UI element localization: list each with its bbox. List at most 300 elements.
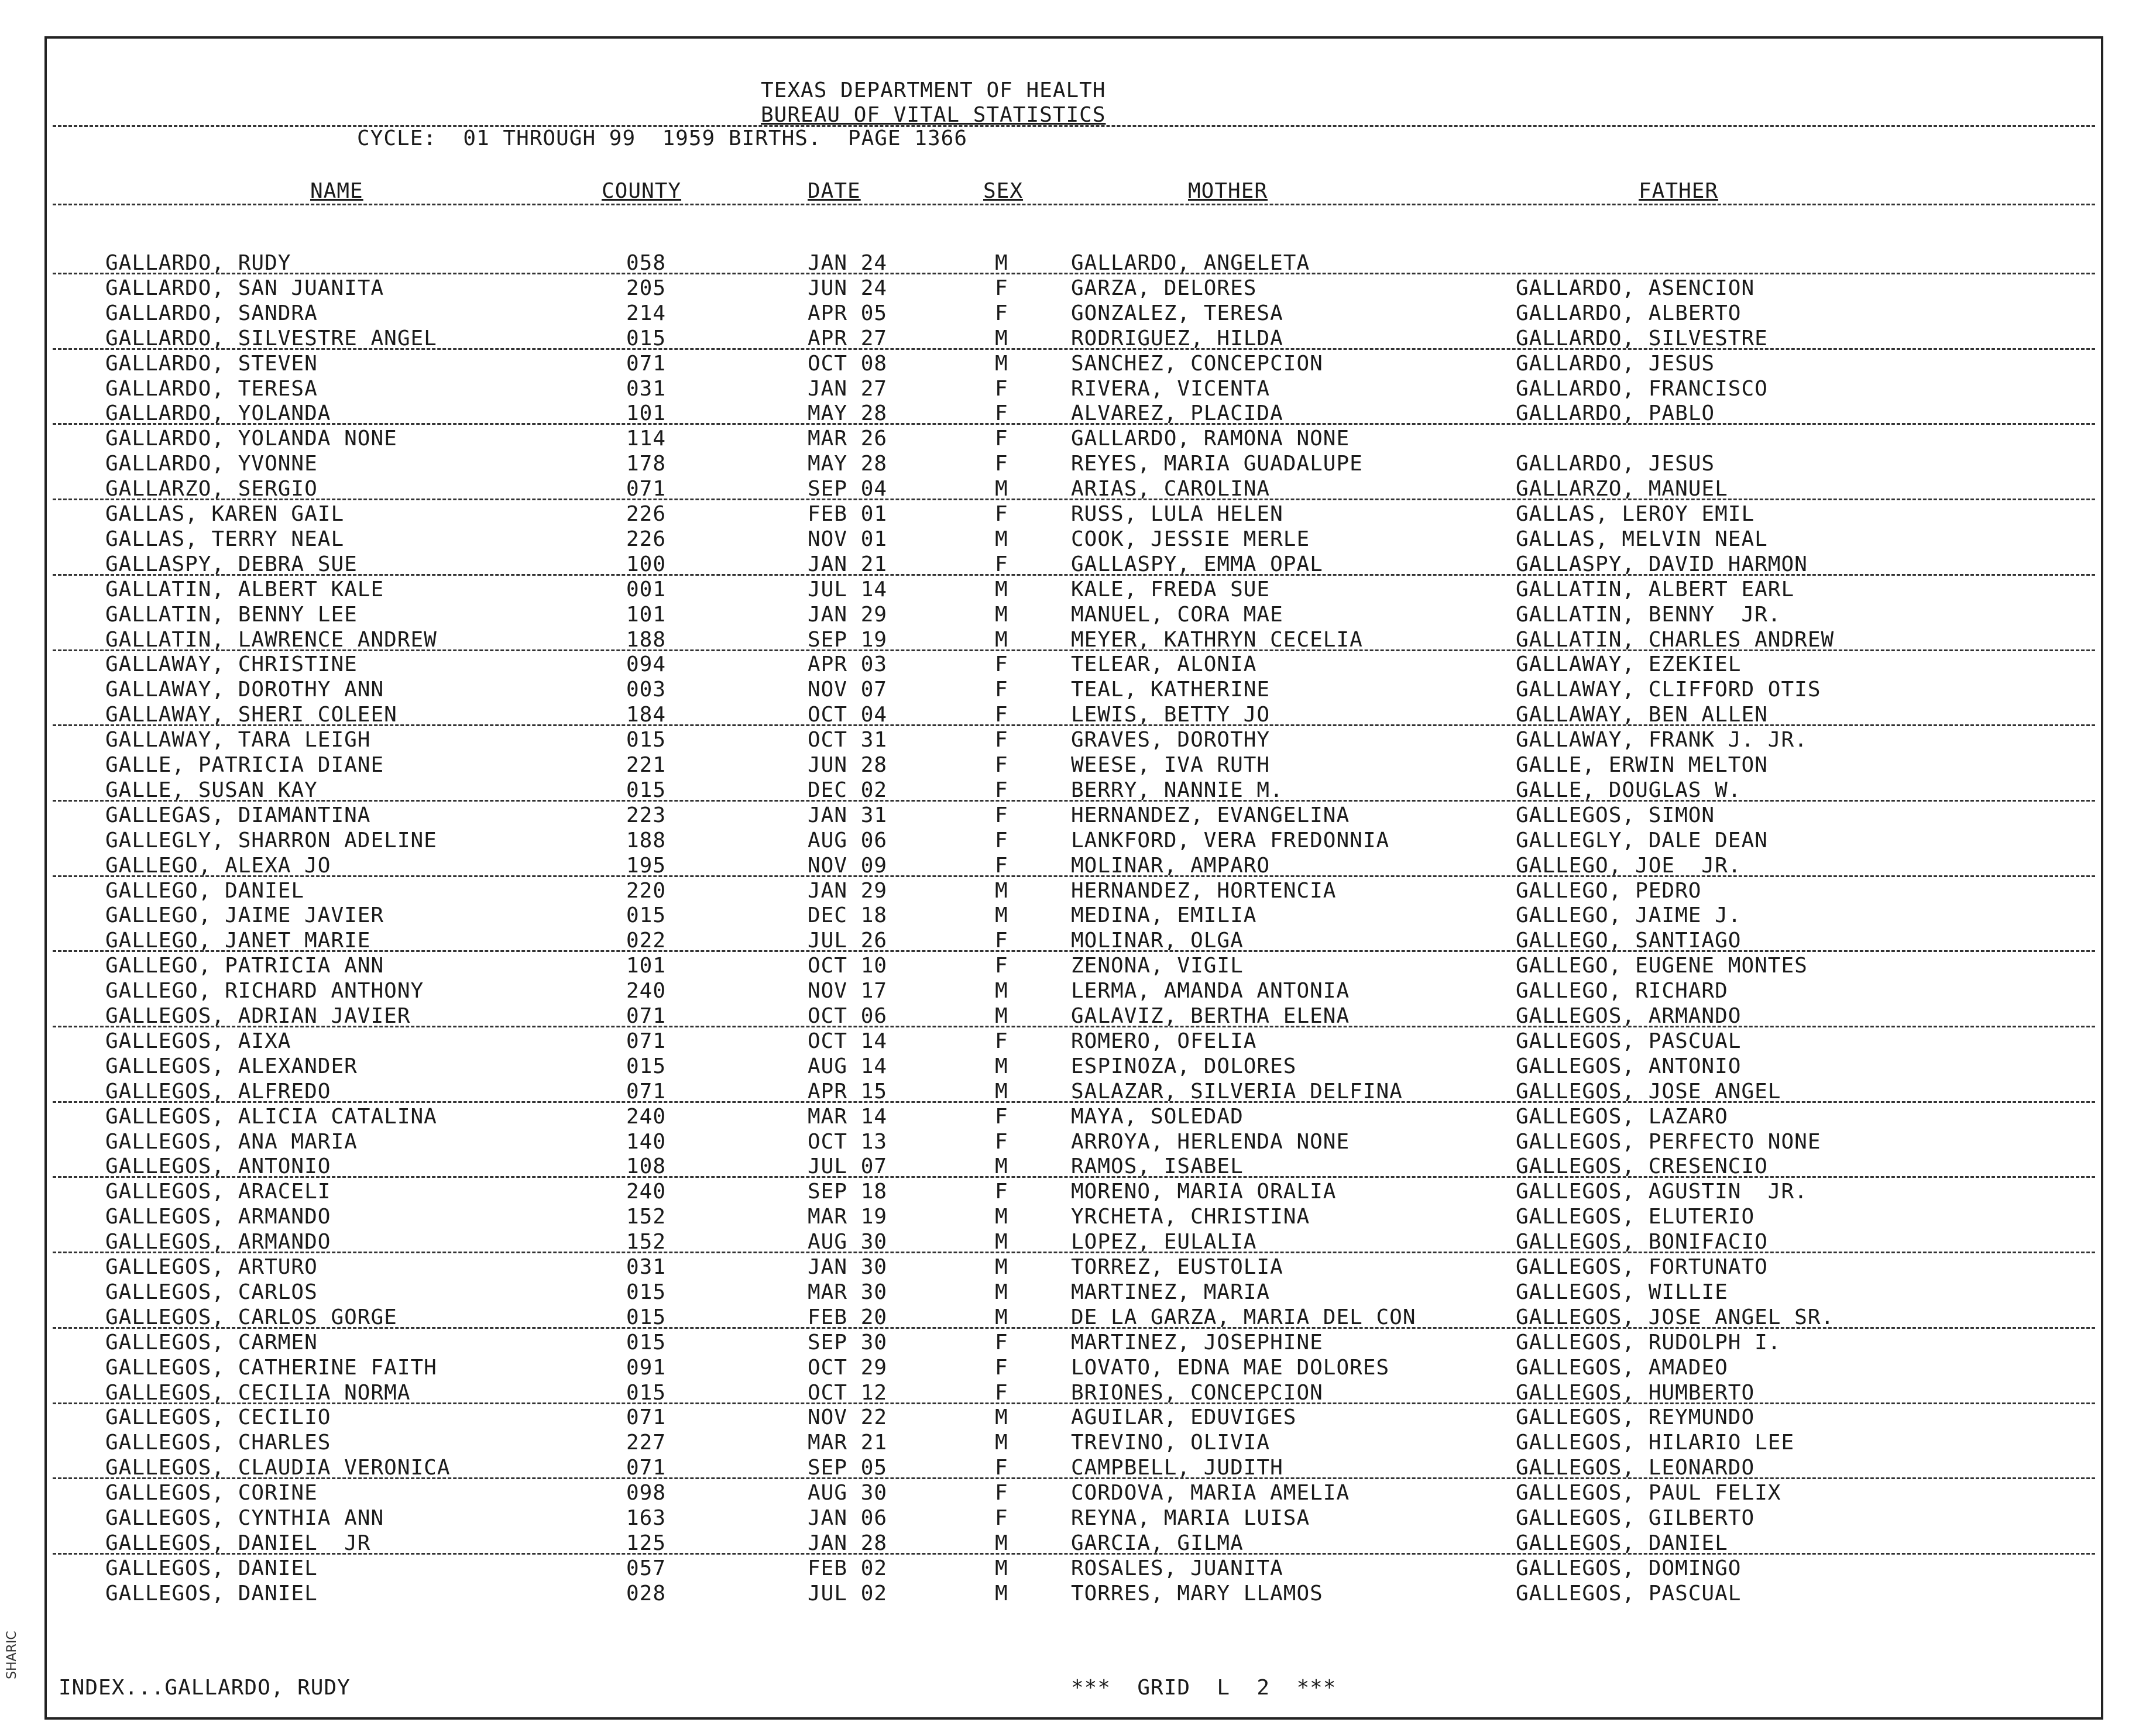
record-father: GALLEGOS, HUMBERTO xyxy=(1516,1380,1755,1405)
record-mother: DE LA GARZA, MARIA DEL CON xyxy=(1071,1305,1416,1329)
record-date: OCT 08 xyxy=(808,351,888,376)
record-name: GALLE, PATRICIA DIANE xyxy=(105,753,384,777)
record-sex: M xyxy=(995,1154,1008,1179)
record-sex: F xyxy=(995,753,1008,777)
record-county: 226 xyxy=(626,502,667,526)
record-name: GALLEGOS, CECILIA NORMA xyxy=(105,1380,411,1405)
record-county: 071 xyxy=(626,351,667,376)
record-county: 188 xyxy=(626,828,667,852)
record-date: MAR 19 xyxy=(808,1205,888,1229)
record-county: 015 xyxy=(626,728,667,752)
record-name: GALLEGOS, ADRIAN JAVIER xyxy=(105,1004,411,1028)
table-row xyxy=(47,1003,2101,1029)
record-sex: M xyxy=(995,251,1008,275)
table-row xyxy=(47,301,2101,326)
record-mother: CORDOVA, MARIA AMELIA xyxy=(1071,1481,1350,1505)
record-sex: F xyxy=(995,276,1008,300)
record-mother: SALAZAR, SILVERIA DELFINA xyxy=(1071,1079,1403,1104)
record-date: JAN 29 xyxy=(808,878,888,903)
record-father: GALLEGOS, LAZARO xyxy=(1516,1104,1728,1129)
record-sex: F xyxy=(995,401,1008,426)
record-name: GALLEGOS, ANA MARIA xyxy=(105,1129,358,1154)
record-mother: MOLINAR, OLGA xyxy=(1071,929,1244,953)
record-county: 015 xyxy=(626,326,667,350)
record-father: GALLEGOS, DANIEL xyxy=(1516,1531,1728,1555)
record-county: 015 xyxy=(626,778,667,802)
record-name: GALLEGOS, ALICIA CATALINA xyxy=(105,1104,437,1129)
record-sex: M xyxy=(995,1305,1008,1329)
record-name: GALLARDO, SANDRA xyxy=(105,301,318,325)
record-sex: F xyxy=(995,552,1008,576)
record-date: MAR 30 xyxy=(808,1280,888,1304)
record-date: JAN 27 xyxy=(808,376,888,401)
record-father: GALLEGLY, DALE DEAN xyxy=(1516,828,1768,852)
record-date: MAR 26 xyxy=(808,427,888,451)
record-sex: M xyxy=(995,1431,1008,1455)
record-date: MAR 14 xyxy=(808,1104,888,1129)
record-date: OCT 29 xyxy=(808,1355,888,1380)
record-father: GALLARDO, ALBERTO xyxy=(1516,301,1742,325)
table-row xyxy=(47,903,2101,928)
table-row xyxy=(47,828,2101,853)
record-mother: KALE, FREDA SUE xyxy=(1071,577,1271,601)
record-sex: M xyxy=(995,1405,1008,1430)
record-mother: RUSS, LULA HELEN xyxy=(1071,502,1283,526)
record-date: JAN 06 xyxy=(808,1506,888,1530)
record-date: APR 27 xyxy=(808,326,888,350)
table-row xyxy=(47,1480,2101,1505)
record-mother: MANUEL, CORA MAE xyxy=(1071,602,1283,627)
col-date-header: DATE xyxy=(808,179,861,203)
table-row xyxy=(47,552,2101,577)
record-county: 058 xyxy=(626,251,667,275)
record-name: GALLEGOS, ALEXANDER xyxy=(105,1054,358,1078)
record-father: GALLEGOS, PASCUAL xyxy=(1516,1029,1742,1053)
record-county: 114 xyxy=(626,427,667,451)
record-date: FEB 02 xyxy=(808,1556,888,1580)
record-name: GALLARDO, TERESA xyxy=(105,376,318,401)
table-row xyxy=(47,1154,2101,1179)
record-county: 140 xyxy=(626,1129,667,1154)
record-mother: GRAVES, DOROTHY xyxy=(1071,728,1271,752)
record-date: JUN 24 xyxy=(808,276,888,300)
record-date: FEB 20 xyxy=(808,1305,888,1329)
record-date: OCT 13 xyxy=(808,1129,888,1154)
record-name: GALLEGOS, AIXA xyxy=(105,1029,291,1053)
record-sex: M xyxy=(995,1004,1008,1028)
table-row xyxy=(47,978,2101,1003)
record-sex: F xyxy=(995,376,1008,401)
record-name: GALLATIN, ALBERT KALE xyxy=(105,577,384,601)
record-date: APR 03 xyxy=(808,652,888,677)
record-name: GALLARDO, SAN JUANITA xyxy=(105,276,384,300)
record-county: 094 xyxy=(626,652,667,677)
record-father: GALLEGOS, AGUSTIN JR. xyxy=(1516,1180,1808,1204)
record-mother: REYES, MARIA GUADALUPE xyxy=(1071,452,1363,476)
record-date: JAN 31 xyxy=(808,803,888,827)
record-county: 195 xyxy=(626,853,667,878)
record-sex: F xyxy=(995,301,1008,325)
record-date: FEB 01 xyxy=(808,502,888,526)
record-name: GALLEGOS, DANIEL JR xyxy=(105,1531,371,1555)
record-father: GALLAWAY, BEN ALLEN xyxy=(1516,703,1768,727)
table-row xyxy=(47,928,2101,953)
record-father: GALLATIN, BENNY JR. xyxy=(1516,602,1781,627)
record-father: GALLASPY, DAVID HARMON xyxy=(1516,552,1808,576)
record-mother: WEESE, IVA RUTH xyxy=(1071,753,1271,777)
record-father: GALLARDO, ASENCION xyxy=(1516,276,1755,300)
record-name: GALLEGO, ALEXA JO xyxy=(105,853,331,878)
record-name: GALLARZO, SERGIO xyxy=(105,477,318,501)
record-father: GALLEGOS, RUDOLPH I. xyxy=(1516,1330,1781,1355)
record-name: GALLEGOS, ARMANDO xyxy=(105,1205,331,1229)
table-row xyxy=(47,1254,2101,1280)
record-name: GALLARDO, RUDY xyxy=(105,251,291,275)
record-date: OCT 14 xyxy=(808,1029,888,1053)
record-date: NOV 01 xyxy=(808,527,888,551)
table-row xyxy=(47,376,2101,401)
record-sex: M xyxy=(995,903,1008,928)
table-row xyxy=(47,1581,2101,1606)
table-row xyxy=(47,1355,2101,1380)
table-row xyxy=(47,527,2101,552)
dept-title: TEXAS DEPARTMENT OF HEALTH xyxy=(761,78,1106,102)
table-row xyxy=(47,426,2101,451)
record-mother: LEWIS, BETTY JO xyxy=(1071,703,1271,727)
record-father: GALLAS, LEROY EMIL xyxy=(1516,502,1755,526)
record-father: GALLEGO, JOE JR. xyxy=(1516,853,1742,878)
record-mother: TREVINO, OLIVIA xyxy=(1071,1431,1271,1455)
record-sex: M xyxy=(995,1054,1008,1078)
table-row xyxy=(47,1204,2101,1229)
record-date: JUL 26 xyxy=(808,929,888,953)
record-sex: F xyxy=(995,502,1008,526)
record-mother: ARIAS, CAROLINA xyxy=(1071,477,1271,501)
record-county: 205 xyxy=(626,276,667,300)
table-row xyxy=(47,702,2101,727)
record-county: 152 xyxy=(626,1205,667,1229)
record-county: 178 xyxy=(626,452,667,476)
record-county: 071 xyxy=(626,1079,667,1104)
record-county: 240 xyxy=(626,979,667,1003)
record-county: 108 xyxy=(626,1154,667,1179)
record-date: MAR 21 xyxy=(808,1431,888,1455)
record-name: GALLAWAY, CHRISTINE xyxy=(105,652,358,677)
record-mother: REYNA, MARIA LUISA xyxy=(1071,1506,1310,1530)
record-date: AUG 30 xyxy=(808,1481,888,1505)
record-mother: GONZALEZ, TERESA xyxy=(1071,301,1283,325)
record-sex: F xyxy=(995,678,1008,702)
record-father: GALLEGOS, ELUTERIO xyxy=(1516,1205,1755,1229)
table-row xyxy=(47,1280,2101,1305)
record-sex: F xyxy=(995,1330,1008,1355)
record-father: GALLEGO, PEDRO xyxy=(1516,878,1702,903)
table-row xyxy=(47,1405,2101,1430)
record-father: GALLEGOS, DOMINGO xyxy=(1516,1556,1742,1580)
record-sex: F xyxy=(995,1180,1008,1204)
record-date: OCT 04 xyxy=(808,703,888,727)
record-name: GALLEGOS, CARMEN xyxy=(105,1330,318,1355)
table-row xyxy=(47,627,2101,652)
record-county: 214 xyxy=(626,301,667,325)
record-county: 003 xyxy=(626,678,667,702)
record-county: 125 xyxy=(626,1531,667,1555)
record-father: GALLARDO, PABLO xyxy=(1516,401,1715,426)
table-row xyxy=(47,602,2101,627)
record-sex: M xyxy=(995,326,1008,350)
record-date: JAN 24 xyxy=(808,251,888,275)
record-date: NOV 07 xyxy=(808,678,888,702)
col-mother-header: MOTHER xyxy=(1188,179,1268,203)
record-mother: YRCHETA, CHRISTINA xyxy=(1071,1205,1310,1229)
record-name: GALLATIN, BENNY LEE xyxy=(105,602,358,627)
table-row xyxy=(47,501,2101,527)
record-sex: F xyxy=(995,1029,1008,1053)
record-father: GALLATIN, ALBERT EARL xyxy=(1516,577,1795,601)
record-sex: M xyxy=(995,1255,1008,1279)
record-name: GALLEGOS, ALFREDO xyxy=(105,1079,331,1104)
table-row xyxy=(47,1430,2101,1455)
record-mother: ROSALES, JUANITA xyxy=(1071,1556,1283,1580)
record-mother: MAYA, SOLEDAD xyxy=(1071,1104,1244,1129)
record-mother: GALLASPY, EMMA OPAL xyxy=(1071,552,1323,576)
record-mother: MEDINA, EMILIA xyxy=(1071,903,1257,928)
record-mother: AGUILAR, EDUVIGES xyxy=(1071,1405,1297,1430)
record-county: 221 xyxy=(626,753,667,777)
record-date: SEP 18 xyxy=(808,1180,888,1204)
record-mother: ESPINOZA, DOLORES xyxy=(1071,1054,1297,1078)
col-sex-header: SEX xyxy=(983,179,1024,203)
record-sex: M xyxy=(995,878,1008,903)
record-father: GALLEGOS, ANTONIO xyxy=(1516,1054,1742,1078)
record-county: 031 xyxy=(626,376,667,401)
record-county: 015 xyxy=(626,1380,667,1405)
record-name: GALLEGOS, DANIEL xyxy=(105,1581,318,1606)
record-sex: F xyxy=(995,427,1008,451)
table-row xyxy=(47,1179,2101,1204)
table-row xyxy=(47,476,2101,501)
record-name: GALLAWAY, DOROTHY ANN xyxy=(105,678,384,702)
table-row xyxy=(47,727,2101,752)
record-name: GALLEGOS, CARLOS GORGE xyxy=(105,1305,397,1329)
record-father: GALLEGO, EUGENE MONTES xyxy=(1516,954,1808,978)
record-date: OCT 06 xyxy=(808,1004,888,1028)
record-county: 022 xyxy=(626,929,667,953)
record-county: 101 xyxy=(626,954,667,978)
record-sex: M xyxy=(995,351,1008,376)
record-mother: TORRES, MARY LLAMOS xyxy=(1071,1581,1323,1606)
table-row xyxy=(47,1330,2101,1355)
record-date: JUL 02 xyxy=(808,1581,888,1606)
record-county: 240 xyxy=(626,1104,667,1129)
record-name: GALLEGO, JAIME JAVIER xyxy=(105,903,384,928)
record-father: GALLEGOS, CRESENCIO xyxy=(1516,1154,1768,1179)
record-county: 015 xyxy=(626,1054,667,1078)
record-name: GALLEGOS, ANTONIO xyxy=(105,1154,331,1179)
table-row xyxy=(47,1380,2101,1405)
record-mother: LANKFORD, VERA FREDONNIA xyxy=(1071,828,1390,852)
record-county: 028 xyxy=(626,1581,667,1606)
record-date: JUN 28 xyxy=(808,753,888,777)
record-county: 101 xyxy=(626,602,667,627)
record-father: GALLATIN, CHARLES ANDREW xyxy=(1516,627,1835,652)
record-father: GALLAWAY, CLIFFORD OTIS xyxy=(1516,678,1821,702)
record-name: GALLEGO, RICHARD ANTHONY xyxy=(105,979,424,1003)
record-sex: F xyxy=(995,853,1008,878)
record-father: GALLEGOS, PERFECTO NONE xyxy=(1516,1129,1821,1154)
table-row xyxy=(47,677,2101,702)
record-sex: F xyxy=(995,778,1008,802)
record-sex: M xyxy=(995,1230,1008,1254)
table-row xyxy=(47,326,2101,351)
record-father: GALLAWAY, EZEKIEL xyxy=(1516,652,1742,677)
record-father: GALLEGOS, JOSE ANGEL SR. xyxy=(1516,1305,1835,1329)
record-county: 227 xyxy=(626,1431,667,1455)
record-name: GALLEGOS, ARTURO xyxy=(105,1255,318,1279)
record-sex: F xyxy=(995,1129,1008,1154)
grid-footer: *** GRID L 2 *** xyxy=(1071,1676,1337,1700)
record-mother: CAMPBELL, JUDITH xyxy=(1071,1456,1283,1480)
side-mark: SHARIC xyxy=(5,1631,19,1679)
record-mother: GALLARDO, ANGELETA xyxy=(1071,251,1310,275)
record-county: 100 xyxy=(626,552,667,576)
record-mother: SANCHEZ, CONCEPCION xyxy=(1071,351,1323,376)
record-county: 184 xyxy=(626,703,667,727)
record-date: NOV 17 xyxy=(808,979,888,1003)
table-row xyxy=(47,250,2101,276)
record-county: 015 xyxy=(626,1305,667,1329)
record-father: GALLEGO, JAIME J. xyxy=(1516,903,1742,928)
record-date: OCT 12 xyxy=(808,1380,888,1405)
table-row xyxy=(47,652,2101,677)
record-mother: GARZA, DELORES xyxy=(1071,276,1257,300)
table-row xyxy=(47,1129,2101,1154)
record-date: APR 05 xyxy=(808,301,888,325)
record-date: MAY 28 xyxy=(808,452,888,476)
record-mother: LOVATO, EDNA MAE DOLORES xyxy=(1071,1355,1390,1380)
record-sex: M xyxy=(995,627,1008,652)
col-county-header: COUNTY xyxy=(602,179,682,203)
record-date: SEP 05 xyxy=(808,1456,888,1480)
record-date: JAN 21 xyxy=(808,552,888,576)
table-row xyxy=(47,803,2101,828)
record-mother: LOPEZ, EULALIA xyxy=(1071,1230,1257,1254)
record-name: GALLARDO, SILVESTRE ANGEL xyxy=(105,326,437,350)
record-mother: GARCIA, GILMA xyxy=(1071,1531,1244,1555)
record-father: GALLEGOS, ARMANDO xyxy=(1516,1004,1742,1028)
record-mother: TELEAR, ALONIA xyxy=(1071,652,1257,677)
table-row xyxy=(47,1556,2101,1581)
record-county: 001 xyxy=(626,577,667,601)
table-row xyxy=(47,1229,2101,1254)
record-date: MAY 28 xyxy=(808,401,888,426)
record-county: 071 xyxy=(626,1029,667,1053)
record-father: GALLEGOS, GILBERTO xyxy=(1516,1506,1755,1530)
records-list xyxy=(47,39,2101,1717)
record-mother: TEAL, KATHERINE xyxy=(1071,678,1271,702)
record-sex: M xyxy=(995,527,1008,551)
table-row xyxy=(47,1054,2101,1079)
table-row xyxy=(47,778,2101,803)
record-sex: F xyxy=(995,652,1008,677)
record-father: GALLARZO, MANUEL xyxy=(1516,477,1728,501)
record-name: GALLAWAY, SHERI COLEEN xyxy=(105,703,397,727)
table-row xyxy=(47,878,2101,903)
record-date: OCT 10 xyxy=(808,954,888,978)
table-row xyxy=(47,953,2101,978)
record-father: GALLEGOS, WILLIE xyxy=(1516,1280,1728,1304)
record-sex: M xyxy=(995,577,1008,601)
record-county: 015 xyxy=(626,1280,667,1304)
table-row xyxy=(47,853,2101,878)
record-father: GALLEGOS, LEONARDO xyxy=(1516,1456,1755,1480)
record-name: GALLEGOS, CHARLES xyxy=(105,1431,331,1455)
record-sex: M xyxy=(995,1280,1008,1304)
record-father: GALLE, DOUGLAS W. xyxy=(1516,778,1742,802)
record-county: 091 xyxy=(626,1355,667,1380)
col-father-header: FATHER xyxy=(1639,179,1719,203)
record-father: GALLEGOS, BONIFACIO xyxy=(1516,1230,1768,1254)
record-name: GALLATIN, LAWRENCE ANDREW xyxy=(105,627,437,652)
record-sex: F xyxy=(995,1355,1008,1380)
record-sex: F xyxy=(995,452,1008,476)
record-county: 220 xyxy=(626,878,667,903)
record-county: 071 xyxy=(626,1456,667,1480)
record-father: GALLARDO, JESUS xyxy=(1516,351,1715,376)
record-date: JAN 30 xyxy=(808,1255,888,1279)
record-father: GALLEGOS, HILARIO LEE xyxy=(1516,1431,1795,1455)
record-date: AUG 06 xyxy=(808,828,888,852)
record-father: GALLAWAY, FRANK J. JR. xyxy=(1516,728,1808,752)
table-row xyxy=(47,401,2101,426)
record-name: GALLEGO, DANIEL xyxy=(105,878,305,903)
table-row xyxy=(47,276,2101,301)
record-sex: F xyxy=(995,803,1008,827)
record-name: GALLARDO, YVONNE xyxy=(105,452,318,476)
record-county: 152 xyxy=(626,1230,667,1254)
table-row xyxy=(47,1305,2101,1330)
record-date: JAN 29 xyxy=(808,602,888,627)
record-date: NOV 22 xyxy=(808,1405,888,1430)
record-date: OCT 31 xyxy=(808,728,888,752)
record-date: SEP 04 xyxy=(808,477,888,501)
cycle-line: CYCLE: 01 THROUGH 99 1959 BIRTHS. PAGE 1366 xyxy=(357,126,967,150)
record-father: GALLEGOS, FORTUNATO xyxy=(1516,1255,1768,1279)
record-father: GALLEGOS, AMADEO xyxy=(1516,1355,1728,1380)
record-sex: F xyxy=(995,929,1008,953)
record-mother: MARTINEZ, MARIA xyxy=(1071,1280,1271,1304)
record-mother: ARROYA, HERLENDA NONE xyxy=(1071,1129,1350,1154)
record-mother: ROMERO, OFELIA xyxy=(1071,1029,1257,1053)
record-name: GALLEGOS, ARMANDO xyxy=(105,1230,331,1254)
record-father: GALLE, ERWIN MELTON xyxy=(1516,753,1768,777)
record-county: 071 xyxy=(626,1405,667,1430)
ledger-frame xyxy=(44,36,2103,1720)
record-mother: RAMOS, ISABEL xyxy=(1071,1154,1244,1179)
record-county: 057 xyxy=(626,1556,667,1580)
record-name: GALLARDO, YOLANDA NONE xyxy=(105,427,397,451)
record-date: SEP 19 xyxy=(808,627,888,652)
record-county: 031 xyxy=(626,1255,667,1279)
record-sex: M xyxy=(995,1079,1008,1104)
record-sex: M xyxy=(995,477,1008,501)
index-footer: INDEX...GALLARDO, RUDY xyxy=(59,1676,351,1700)
record-father: GALLEGOS, JOSE ANGEL xyxy=(1516,1079,1781,1104)
record-mother: LERMA, AMANDA ANTONIA xyxy=(1071,979,1350,1003)
table-row xyxy=(47,351,2101,376)
record-sex: M xyxy=(995,1531,1008,1555)
table-row xyxy=(47,1455,2101,1480)
